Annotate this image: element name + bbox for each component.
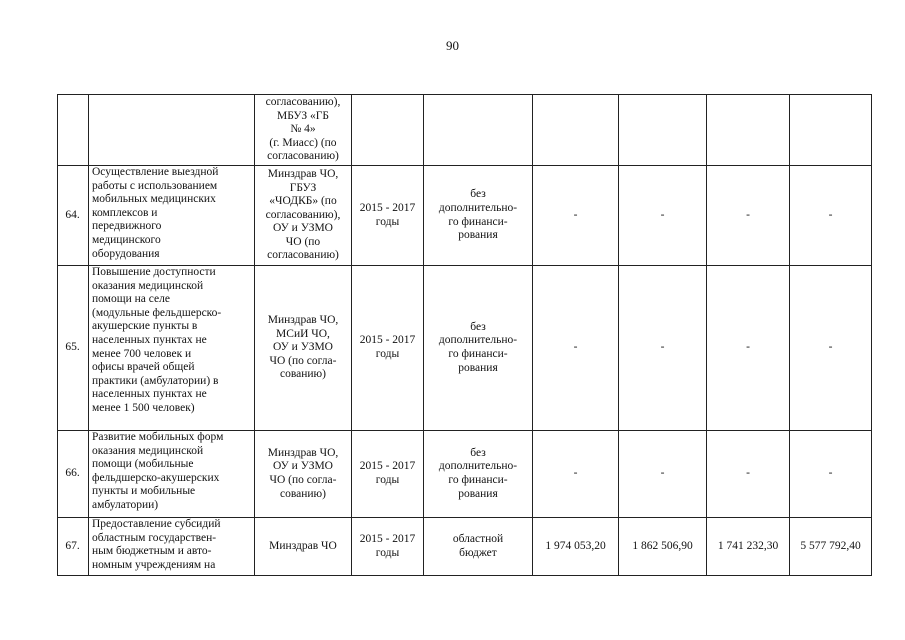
amount-2017: -: [707, 431, 790, 518]
row-number: [58, 95, 89, 166]
amount-total: [790, 95, 872, 166]
executor: Минздрав ЧО, ГБУЗ «ЧОДКБ» (по согласованию), ОУ и УЗМО ЧО (по согласованию): [255, 166, 352, 266]
period: 2015 - 2017 годы: [352, 518, 424, 576]
measure-name: Предоставление субсидий областным государствен- ным бюджетным и авто- номным учреждениям на: [89, 518, 255, 576]
amount-total: 5 577 792,40: [790, 518, 872, 576]
financing-source: областной бюджет: [424, 518, 533, 576]
executor: согласованию), МБУЗ «ГБ № 4» (г. Миасс) (по согласованию): [255, 95, 352, 166]
measure-name: [89, 95, 255, 166]
amount-2015: -: [533, 166, 619, 266]
executor: Минздрав ЧО, МСиИ ЧО, ОУ и УЗМО ЧО (по согла- сованию): [255, 266, 352, 431]
executor: Минздрав ЧО, ОУ и УЗМО ЧО (по согла- сованию): [255, 431, 352, 518]
period: 2015 - 2017 годы: [352, 166, 424, 266]
measure-name: Развитие мобильных форм оказания медицинской помощи (мобильные фельдшерско-акушерских пункты и мобильные амбулатории): [89, 431, 255, 518]
amount-2017: [707, 95, 790, 166]
amount-2016: [619, 95, 707, 166]
amount-2017: -: [707, 166, 790, 266]
row-number: 65.: [58, 266, 89, 431]
amount-2016: -: [619, 266, 707, 431]
executor: Минздрав ЧО: [255, 518, 352, 576]
amount-2016: 1 862 506,90: [619, 518, 707, 576]
page-number: 90: [446, 38, 459, 53]
amount-2016: -: [619, 166, 707, 266]
amount-total: -: [790, 431, 872, 518]
amount-2017: -: [707, 266, 790, 431]
table-row: [58, 431, 872, 518]
measure-name: Осуществление выездной работы с использованием мобильных медицинских комплексов и передвижного медицинского оборудования: [89, 166, 255, 266]
period: 2015 - 2017 годы: [352, 266, 424, 431]
amount-2015: [533, 95, 619, 166]
table-row: [58, 95, 872, 166]
financing-source: [424, 95, 533, 166]
amount-2015: -: [533, 266, 619, 431]
financing-source: без дополнительно- го финанси- рования: [424, 431, 533, 518]
scan-edge-artifact: [897, 60, 903, 620]
row-number: 67.: [58, 518, 89, 576]
row-number: 66.: [58, 431, 89, 518]
table-row: [58, 266, 872, 431]
measure-name: Повышение доступности оказания медицинской помощи на селе (модульные фельдшерско- акушерские пункты в населенных пунктах не менее 700 человек и офисы врачей общей практики (амбулатории) в населенных пунктах не менее 1 500 человек): [89, 266, 255, 431]
table-row: [58, 166, 872, 266]
amount-2015: -: [533, 431, 619, 518]
amount-total: -: [790, 266, 872, 431]
amount-total: -: [790, 166, 872, 266]
financing-source: без дополнительно- го финанси- рования: [424, 266, 533, 431]
period: [352, 95, 424, 166]
amount-2017: 1 741 232,30: [707, 518, 790, 576]
financing-source: без дополнительно- го финанси- рования: [424, 166, 533, 266]
period: 2015 - 2017 годы: [352, 431, 424, 518]
measures-table: [57, 94, 872, 576]
amount-2016: -: [619, 431, 707, 518]
amount-2015: 1 974 053,20: [533, 518, 619, 576]
row-number: 64.: [58, 166, 89, 266]
table-row: [58, 518, 872, 576]
